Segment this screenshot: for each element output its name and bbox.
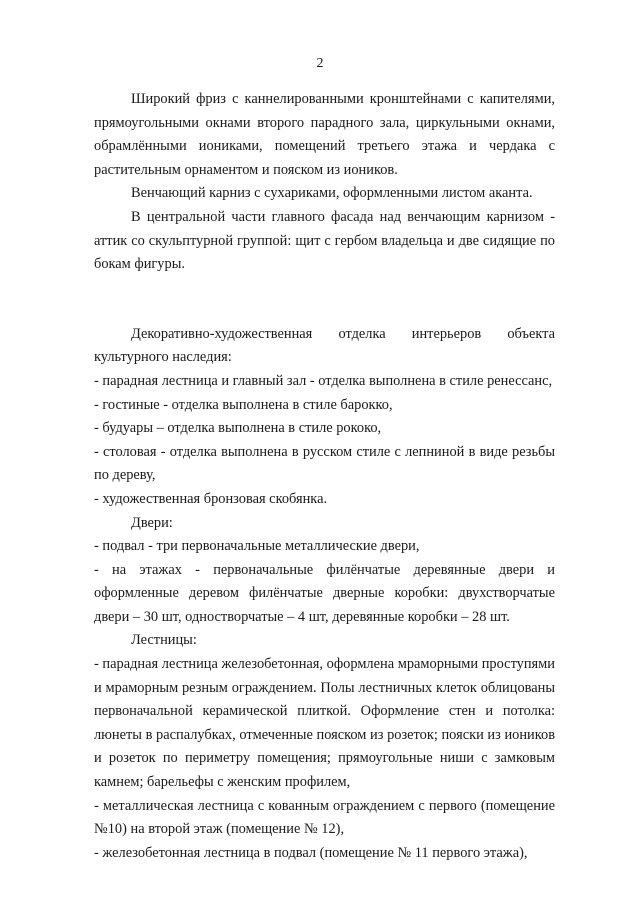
list-item: - гостиные - отделка выполнена в стиле барокко, [94,396,393,413]
paragraph-stairs-heading: Лестницы: [131,632,197,649]
list-item: - столовая - отделка выполнена в русском стиле с лепниной в виде резьбы по дереву, [94,443,555,484]
list-item: - парадная лестница железобетонная, оформлена мраморными проступями и мраморным резным ограждением. Полы лестничных клеток облицованы первоначальной керамической плиткой. Оформление стен и потолка: люнеты в распалубках, отмеченные пояском из розеток; пояски из иоников и розеток по периметру помещения; прямоугольные ниши с замковым камнем; барельефы с женским профилем, [94,656,555,791]
paragraph-frieze: Широкий фриз с каннелированными кронштейнами с капителями, прямоугольными окнами второго парадного зала, циркульными окнами, обрамлёнными иониками, помещений третьего этажа и чердака с растительным орнаментом и пояском из иоников. [94,91,555,178]
list-item: - железобетонная лестница в подвал (помещение № 11 первого этажа), [94,844,528,861]
list-item: - на этажах - первоначальные филёнчатые деревянные двери и оформленные деревом филёнчатые дверные коробки: двухстворчатые двери – 30 шт, одностворчатые – 4 шт, деревянные коробки – 28 шт. [94,561,555,625]
list-item: - художественная бронзовая скобянка. [94,490,328,507]
paragraph-cornice: Венчающий карниз с сухариками, оформленными листом аканта. [131,185,533,202]
list-item: - парадная лестница и главный зал - отделка выполнена в стиле ренессанс, [94,372,553,389]
document-body [94,88,555,865]
section-gap [94,277,555,323]
paragraph-attic: В центральной части главного фасада над венчающим карнизом - аттик со скульптурной группой: щит с гербом владельца и две сидящие по бокам фигуры. [94,208,555,273]
paragraph-interior-heading: Декоративно-художественная отделка интерьеров объекта культурного наследия: [94,325,555,366]
paragraph-doors-heading: Двери: [131,514,173,531]
list-item: - будуары – отделка выполнена в стиле рококо, [94,420,382,437]
list-item: - подвал - три первоначальные металлические двери, [94,538,420,555]
list-item: - металлическая лестница с кованным ограждением с первого (помещение №10) на второй этаж (помещение № 12), [94,797,555,838]
page-number: 2 [316,56,324,71]
